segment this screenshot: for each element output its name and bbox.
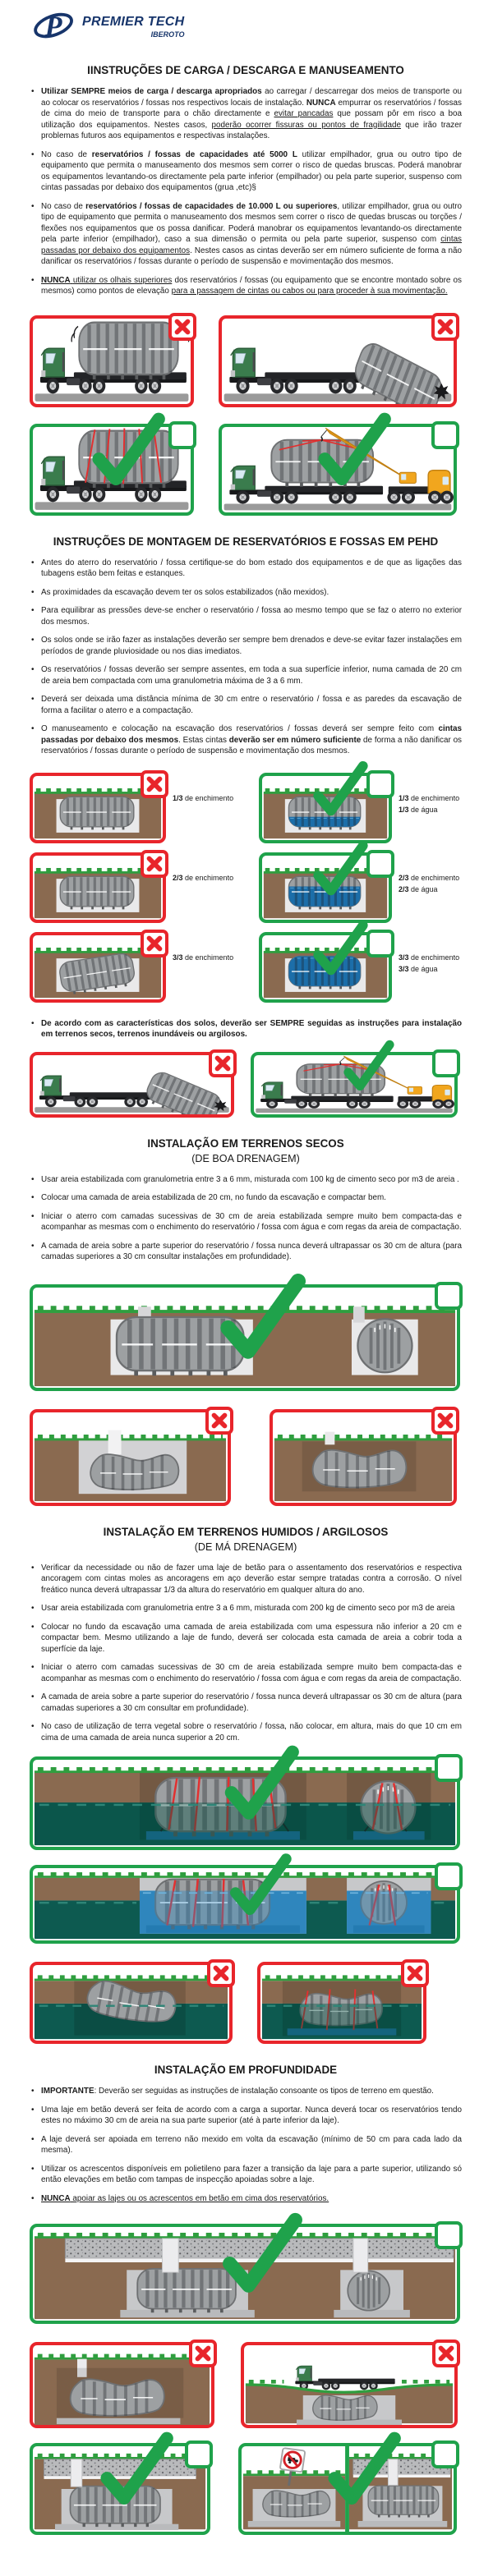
bullet: • No caso de reservatórios / fossas de capacidades de 10.000 L ou superiores, utilizar empilhador, grua ou outro tipo de equipamento que permita o manuseamento dos mesmos sem correr o risco de quedas bruscas ou torções / flexões nos equipamentos que os possa danificar. Poderá manobrar os equipamentos levantando-os directamente pela parte inferior (empilhador), caso a sua dimensão o permita ou pela parte superior, suspenso com cintas passadas por debaixo dos equipamentos. Nestes casos as cintas deverão ser em número suficiente de forma a não danificar os reservatórios / fossas durante o período de suspensão e movimentação dos mesmos.	[30, 201, 462, 268]
section-subtitle-dry-soil: (DE BOA DRENAGEM)	[191, 1152, 300, 1164]
figure-truck-over-buried-tank	[241, 2342, 458, 2428]
bullet: • De acordo com as características dos solos, deverão ser SEMPRE seguidas as instruções para instalação em terrenos secos, terrenos inundáveis ou argilosos.	[30, 1018, 462, 1040]
figure-dry-soil-correct-burial	[30, 1284, 460, 1391]
section-title-deep-install: INSTALAÇÃO EM PROFUNDIDADE	[154, 2064, 338, 2076]
bullet: • A camada de areia sobre a parte superior do reservatório / fossa nunca deverá ultrapassar os 30 cm de altura (para camadas superiores a 30 cm consultar em profundidade).	[30, 1692, 462, 1714]
fill-row-1	[30, 773, 462, 843]
section-subtitle-wet-soil: (DE MÁ DRENAGEM)	[194, 1541, 297, 1553]
x-badge-icon	[207, 1959, 235, 1987]
bullet: • Deverá ser deixada uma distância mínima de 30 cm entre o reservatório / fossa e as paredes da escavação de forma a facilitar o aterro e a compactação.	[30, 694, 462, 716]
premier-tech-swoosh-icon	[33, 8, 77, 44]
x-badge-icon	[431, 313, 459, 341]
figure-fill-full-bad	[30, 932, 166, 1003]
figure-fill-two-thirds-good	[259, 852, 392, 923]
figure-no-traffic-and-slab-correct	[238, 2443, 457, 2535]
figure-truck-tank-pushed-off-small	[30, 1052, 234, 1118]
bullet: • Uma laje em betão deverá ser feita de acordo com a carga a suportar. Nunca deverá tocar os reservatórios tendo estes no máximo 30 cm de areia na sua parte superior (até à parte inferior da laje).	[30, 2105, 462, 2127]
bullet: • Os solos onde se irão fazer as instalações deverão ser sempre bem drenados e deve-se evitar fazer instalações em períodos de grande pluviosidade ou nos dias imediatos.	[30, 635, 462, 657]
section-title-handling: IINSTRUÇÕES DE CARGA / DESCARGA E MANUSEAMENTO	[87, 64, 404, 76]
bullet: • NUNCA utilizar os olhais superiores dos reservatórios / fossas (ou equipamento que se encontre montado sobre os mesmos) como pontos de elevação para a passagem de cintas ou cabos ou para proceder à sua movimentação.	[30, 275, 462, 297]
bullet: • Usar areia estabilizada com granulometria entre 3 a 6 mm, misturada com 100 kg de cimento seco por m3 de areia .	[30, 1174, 462, 1186]
bullet: • NUNCA apoiar as lajes ou os acrescentos em betão em cima dos reservatórios.	[30, 2193, 462, 2205]
x-badge-icon	[168, 313, 196, 341]
x-badge-icon	[401, 1959, 429, 1987]
figure-truck-strapped-tank	[30, 424, 194, 516]
logo-brand-text: PREMIER TECH	[82, 15, 185, 29]
bullet: • No caso de reservatórios / fossas de capacidades até 5000 L utilizar empilhador, grua ou outro tipo de equipamento que permita o manuseamento dos mesmos sem correr o risco de quedas bruscas. Poderá manobrar os equipamentos levantando-os directamente pela parte inferior (empilhador) ou pela parte superior, suspenso com cintas passadas por debaixo dos equipamentos (grua ,etc)§	[30, 149, 462, 194]
fill-row-2	[30, 852, 462, 923]
figure-fill-one-third-good	[259, 773, 392, 843]
x-badge-icon	[141, 850, 168, 878]
figure-deep-no-slab-crushed	[30, 2342, 214, 2428]
bullet: • Iniciar o aterro com camadas sucessivas de 30 cm de areia estabilizada sempre muito bem compacta-das e acompanhar as mesmas com o enchimento do reservatório / fossa com água e com regas da areia de compactação.	[30, 1211, 462, 1233]
premier-tech-logo	[33, 8, 185, 44]
figure-crushed-tank-under-water	[257, 1962, 426, 2044]
fill-label: 2/3 de enchimento 2/3 de água	[399, 873, 460, 893]
bullet: • A camada de areia sobre a parte superior do reservatório / fossa nunca deverá ultrapassar os 30 cm de altura (para camadas superiores a 30 cm consultar instalações em profundidade).	[30, 1241, 462, 1263]
figure-deep-slab-correct	[30, 2443, 210, 2535]
figure-fill-one-third-bad	[30, 773, 166, 843]
bullet: • Os reservatórios / fossas deverão ser sempre assentes, em toda a sua superfície inferior, numa camada de 20 cm de areia bem compactada com uma granulometria máxima de 3 a 6 mm.	[30, 664, 462, 686]
x-badge-icon	[431, 1407, 459, 1435]
figure-truck-tank-pushed-off	[219, 315, 457, 407]
section-title-wet-soil: INSTALAÇÃO EM TERRENOS HUMIDOS / ARGILOSOS	[103, 1525, 389, 1538]
bullet: • IMPORTANTE: Deverão ser seguidas as instruções de instalação consoante os tipos de terreno em questão.	[30, 2086, 462, 2097]
bullet: • Utilizar SEMPRE meios de carga / descarga apropriados ao carregar / descarregar dos meios de transporte ou ao colocar os reservatórios / fossas nos respectivos locais de instalação. NUNCA empurrar os reservatórios / fossas de cima do meio de transporte para o chão directamente e evitar pancadas que possam pôr em risco a boa utilização dos equipamentos. Nestes casos, poderão ocorrer fissuras ou pontos de fragilidade que irão trazer problemas futuros aos equipamentos e respectivas instalações.	[30, 86, 462, 142]
bullet: • Utilizar os acrescentos disponíveis em polietileno para fazer a transição da laje para a parte superior, utilizando só então elevações em betão com tampas de inspecção apoiadas sobre a laje.	[30, 2164, 462, 2186]
bullet: • O manuseamento e colocação na escavação dos reservatórios / fossas deverá ser sempre feito com cintas passadas por debaixo dos mesmos. Estas cintas deverão ser em número suficiente de forma a não danificar os reservatórios / fossas durante o período de suspensão e movimentação dos mesmos.	[30, 723, 462, 757]
logo-sub-text: IBEROTO	[150, 30, 185, 39]
svg-text:P: P	[44, 11, 62, 43]
x-badge-icon	[141, 930, 168, 957]
figure-crane-lifting-tank-small	[251, 1052, 458, 1118]
fill-label: 3/3 de enchimento 3/3 de água	[399, 953, 460, 973]
figure-fill-two-thirds-bad	[30, 852, 166, 923]
fill-label: 1/3 de enchimento 1/3 de água	[399, 793, 460, 814]
figure-deformed-tank-excavation	[30, 1409, 231, 1506]
bullet: • Usar areia estabilizada com granulometria entre 3 a 6 mm, misturada com 200 kg de cimento seco por m3 de areia	[30, 1603, 462, 1614]
figure-anchored-tanks-low-water	[30, 1756, 460, 1850]
section-title-assembly: INSTRUÇÕES DE MONTAGEM DE RESERVATÓRIOS E FOSSAS EM PEHD	[53, 535, 439, 548]
fill-label: 3/3 de enchimento	[173, 953, 234, 962]
bullet: • Antes do aterro do reservatório / fossa certifique-se do bom estado dos equipamentos e de que as ligações das tubagens estão bem feitas e estanques.	[30, 558, 462, 580]
figure-fill-full-good	[259, 932, 392, 1003]
bullet: • Verificar da necessidade ou não de fazer uma laje de betão para o assentamento dos reservatórios e respectiva ancoragem com cintas moles as ancoragens em aço deverão estar sempre tratadas contra a corrosão. O nível freático nunca deverá ultrapassar 1/3 da altura do reservatório em qualquer altura do ano.	[30, 1563, 462, 1596]
x-badge-icon	[189, 2340, 217, 2367]
bullet: • A laje deverá ser apoiada em terreno não mexido em volta da escavação (mínimo de 50 cm para cada lado da mesma).	[30, 2134, 462, 2156]
fill-label: 1/3 de enchimento	[173, 793, 234, 802]
bullet: • Colocar uma camada de areia estabilizada de 20 cm, no fundo da escavação e compactar bem.	[30, 1192, 462, 1204]
fill-row-3	[30, 932, 462, 1003]
x-badge-icon	[205, 1407, 233, 1435]
fill-label: 2/3 de enchimento	[173, 873, 234, 882]
bullet: • Colocar no fundo da escavação uma camada de areia estabilizada com uma espessura não inferior a 20 cm e compactar bem. Mesmo utilizando a laje de fundo, deverá ser colocada esta camada de areia a cobrir toda a superfície da laje.	[30, 1622, 462, 1655]
figure-truck-unsecured-tank	[30, 315, 194, 407]
figure-floating-tank	[30, 1962, 233, 2044]
figure-crane-lifting-tank	[219, 424, 457, 516]
bullet: • Para equilibrar as pressões deve-se encher o reservatório / fossa ao mesmo tempo que se faz o aterro no exterior dos mesmos.	[30, 605, 462, 627]
figure-deep-install-with-slab	[30, 2224, 460, 2324]
section-title-dry-soil: INSTALAÇÃO EM TERRENOS SECOS	[147, 1136, 344, 1150]
bullet: • No caso de utilização de terra vegetal sobre o reservatório / fossa, não colocar, em altura, mais do que 10 cm em cima de uma camada de areia nunca superior a 20 cm.	[30, 1721, 462, 1743]
figure-deformed-tank-no-sand	[270, 1409, 457, 1506]
bullet: • As proximidades da escavação devem ter os solos estabilizados (não mexidos).	[30, 587, 462, 599]
x-badge-icon	[432, 2340, 460, 2367]
x-badge-icon	[209, 1049, 237, 1077]
bullet: • Iniciar o aterro com camadas sucessivas de 30 cm de areia estabilizada sempre muito bem compacta-das e acompanhar as mesmas com o enchimento do reservatório / fossa com água e com regas da areia de compactação.	[30, 1662, 462, 1684]
x-badge-icon	[141, 770, 168, 798]
figure-anchored-tanks-high-water	[30, 1865, 460, 1944]
